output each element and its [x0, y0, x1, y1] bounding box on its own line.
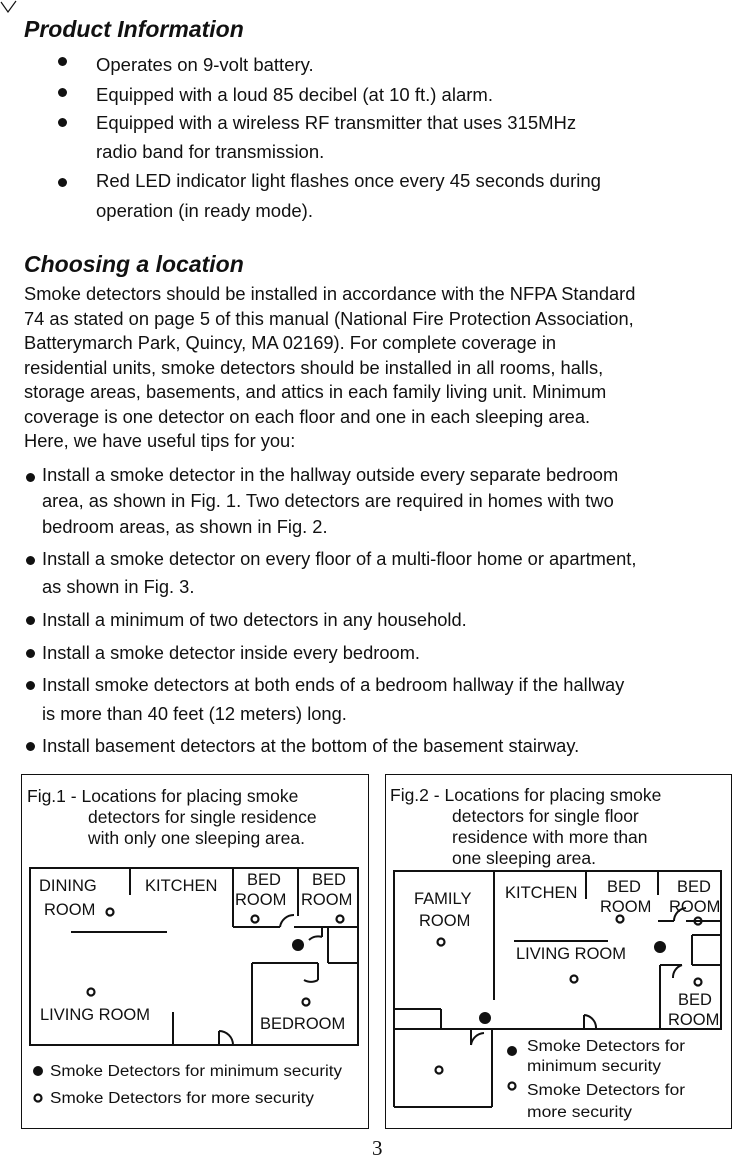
paragraph-line: coverage is one detector on each floor and one in each sleeping area. [24, 405, 591, 427]
tip-line: as shown in Fig. 3. [42, 576, 195, 597]
smoke-detector-required-icon [292, 939, 304, 951]
room-label-living-room: LIVING ROOM [40, 1006, 151, 1024]
tip-line: Install basement detectors at the bottom of the basement stairway. [42, 735, 580, 756]
legend-minimum-label: Smoke Detectors for [527, 1038, 685, 1055]
room-label-family: FAMILY [414, 890, 472, 908]
list-item: Operates on 9-volt battery. [96, 54, 314, 75]
caption-line: Fig.1 - Locations for placing smoke [27, 786, 299, 806]
tip-line: area, as shown in Fig. 1. Two detectors are required in homes with two [42, 490, 614, 511]
paragraph-line: Here, we have useful tips for you: [24, 430, 296, 451]
smoke-detector-required-icon [654, 941, 666, 953]
room-label-bed: BED [607, 878, 641, 896]
smoke-detector-optional-icon [695, 979, 702, 986]
figure-2-floor-plan [386, 775, 731, 1128]
tip-item [42, 462, 732, 540]
list-item: Red LED indicator light flashes once every 45 seconds during [96, 170, 601, 191]
figure-2 [385, 774, 732, 1129]
caption-line: Fig.2 - Locations for placing smoke [390, 785, 662, 805]
bullet-icon [26, 742, 35, 751]
product-info-heading: Product Information [24, 16, 244, 42]
legend-minimum-label: minimum security [527, 1058, 662, 1075]
tip-line: bedroom areas, as shown in Fig. 2. [42, 516, 328, 537]
legend-more-label: Smoke Detectors for [527, 1082, 685, 1099]
smoke-detector-optional-icon [571, 976, 578, 983]
tip-item [42, 731, 732, 760]
caption-line: detectors for single floor [452, 806, 639, 826]
smoke-detector-optional-icon [438, 939, 445, 946]
paragraph-line: storage areas, basements, and attics in each family living unit. Minimum [24, 381, 607, 402]
room-label-room: ROOM [235, 891, 287, 909]
paragraph-line: residential units, smoke detectors should be installed in all rooms, halls, [24, 356, 604, 378]
tip-line: Install a smoke detector in the hallway outside every separate bedroom [42, 464, 619, 485]
room-label-bedroom: BEDROOM [260, 1015, 346, 1033]
room-label-living-room: LIVING ROOM [516, 945, 627, 963]
smoke-detector-required-icon [479, 1012, 491, 1024]
smoke-detector-optional-icon [337, 916, 344, 923]
bullet-icon [26, 616, 35, 625]
paragraph-line: 74 as stated on page 5 of this manual (National Fire Protection Association, [24, 307, 634, 329]
room-label-bed: BED [677, 878, 711, 896]
room-label-kitchen: KITCHEN [505, 884, 578, 902]
paragraph-line: Smoke detectors should be installed in accordance with the NFPA Standard [24, 283, 636, 304]
paragraph-line: Batterymarch Park, Quincy, MA 02169). For complete coverage in [24, 332, 557, 353]
bullet-icon [26, 681, 35, 690]
caption-line: residence with more than [452, 827, 648, 847]
room-label-room: ROOM [668, 1011, 720, 1029]
room-label-room: ROOM [44, 901, 96, 919]
legend-filled-dot-icon [33, 1066, 43, 1076]
location-heading: Choosing a location [24, 251, 244, 277]
bullet-icon [58, 118, 67, 127]
tip-line: Install a minimum of two detectors in any household. [42, 609, 467, 630]
tip-item [42, 670, 732, 728]
room-label-bed: BED [312, 871, 346, 889]
legend-more-label: more security [527, 1104, 633, 1121]
legend-open-dot-icon [509, 1083, 516, 1090]
room-label-room: ROOM [301, 891, 353, 909]
bullet-icon [58, 88, 67, 97]
room-label-room: ROOM [669, 898, 721, 916]
legend-more-label: Smoke Detectors for more security [50, 1090, 315, 1107]
caption-line: with only one sleeping area. [88, 828, 305, 848]
figure-1-floor-plan [22, 775, 368, 1128]
caption-line: detectors for single residence [88, 807, 317, 827]
smoke-detector-optional-icon [252, 916, 259, 923]
bullet-icon [58, 57, 67, 66]
smoke-detector-optional-icon [88, 989, 95, 996]
list-item-continuation: operation (in ready mode). [96, 200, 313, 221]
room-label-room: ROOM [419, 912, 471, 930]
legend-open-dot-icon [35, 1095, 42, 1102]
list-item: Equipped with a wireless RF transmitter that uses 315MHz [96, 112, 577, 133]
figure-1 [21, 774, 369, 1129]
smoke-detector-optional-icon [617, 916, 624, 923]
location-paragraph [24, 282, 724, 454]
tip-item [42, 605, 732, 634]
bullet-icon [26, 556, 35, 565]
caption-line: one sleeping area. [452, 848, 596, 868]
room-label-bed: BED [678, 991, 712, 1009]
tip-line: Install smoke detectors at both ends of a bedroom hallway if the hallway [42, 674, 625, 695]
legend-minimum-label: Smoke Detectors for minimum security [50, 1063, 343, 1080]
tip-item [42, 545, 732, 601]
tip-line: is more than 40 feet (12 meters) long. [42, 703, 347, 724]
page-number: 3 [372, 1136, 383, 1160]
bullet-icon [26, 473, 35, 482]
smoke-detector-optional-icon [303, 999, 310, 1006]
list-item-continuation: radio band for transmission. [96, 141, 325, 162]
corner-check-mark [0, 0, 20, 16]
room-label-room: ROOM [600, 898, 652, 916]
smoke-detector-optional-icon [436, 1067, 443, 1074]
smoke-detector-optional-icon [107, 909, 114, 916]
room-label-bed: BED [247, 871, 281, 889]
legend-filled-dot-icon [507, 1046, 517, 1056]
tip-line: Install a smoke detector inside every bedroom. [42, 642, 420, 663]
tip-line: Install a smoke detector on every floor of a multi-floor home or apartment, [42, 548, 637, 569]
bullet-icon [58, 178, 67, 187]
room-label-dining: DINING [39, 877, 97, 895]
list-item: Equipped with a loud 85 decibel (at 10 ft.) alarm. [96, 84, 493, 105]
tip-item [42, 638, 732, 667]
room-label-kitchen: KITCHEN [145, 877, 218, 895]
bullet-icon [26, 649, 35, 658]
